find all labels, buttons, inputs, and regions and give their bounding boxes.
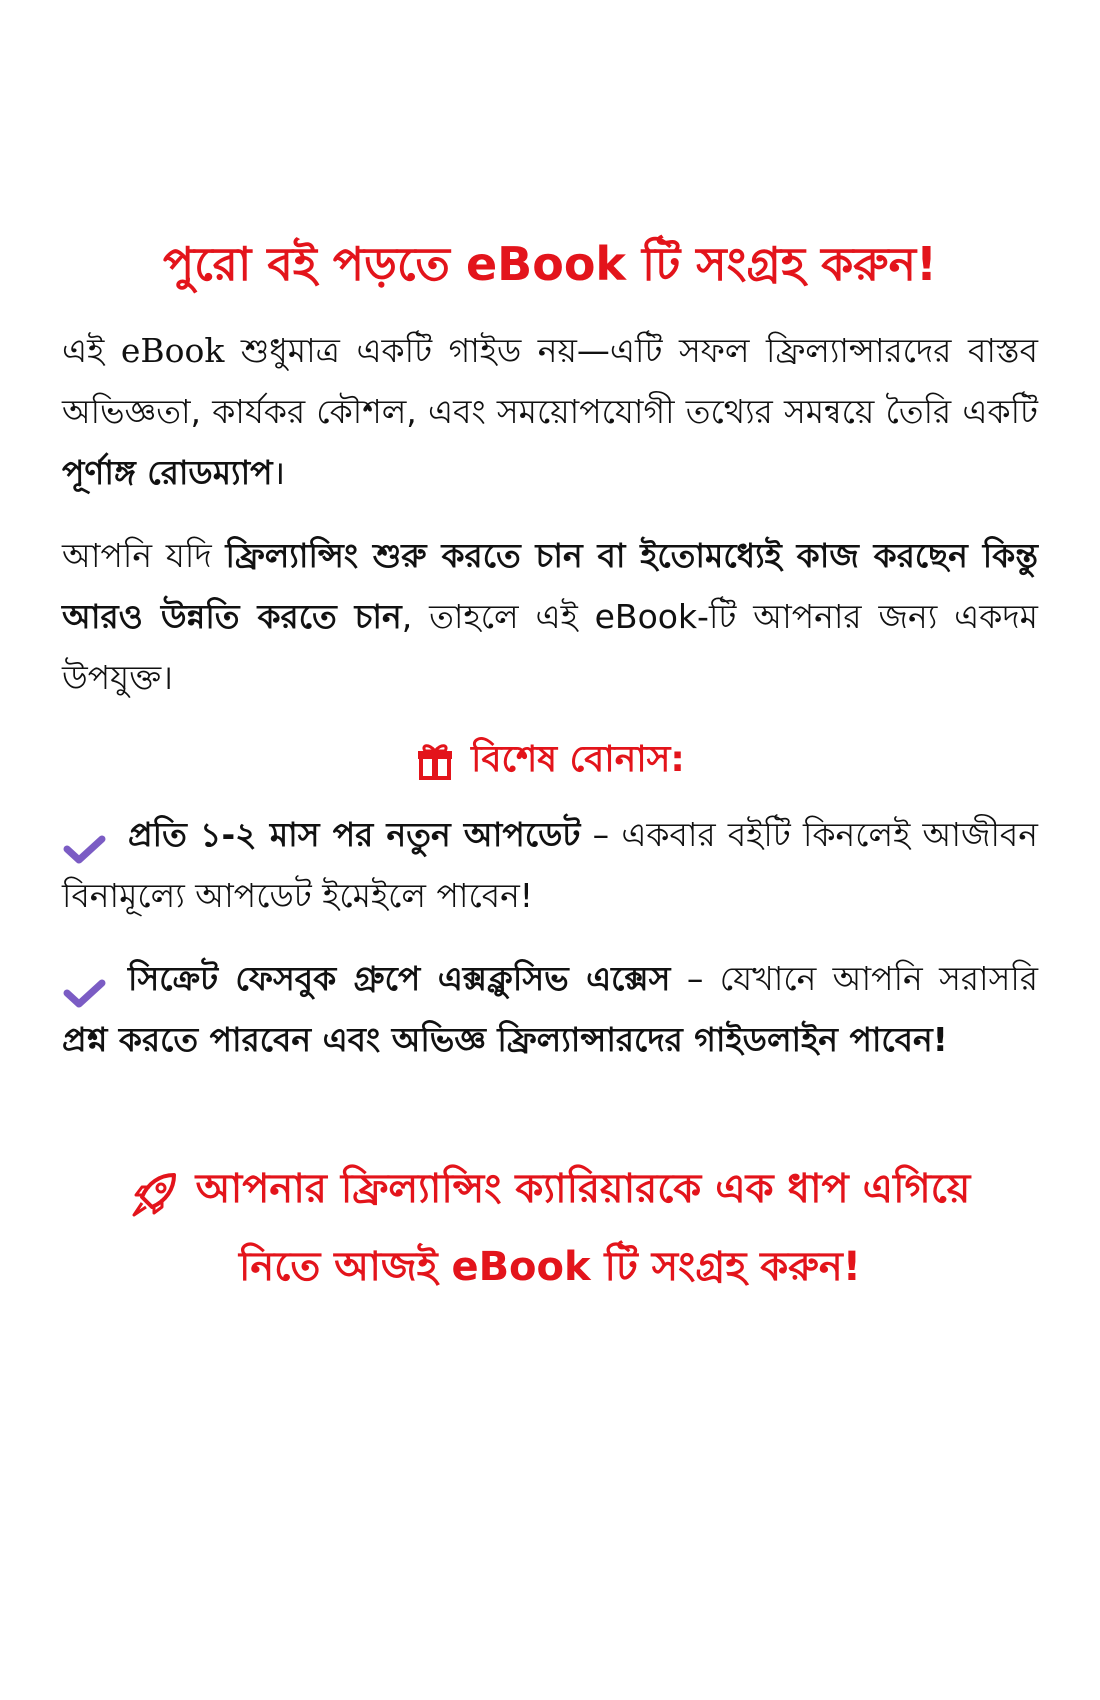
audience-paragraph — [62, 525, 1038, 708]
bonus-heading-text: বিশেষ বোনাস: — [471, 739, 685, 780]
audience-text-1: আপনি যদি — [62, 536, 226, 575]
bonus-item-bold: সিক্রেট ফেসবুক গ্রুপে এক্সক্লুসিভ এক্সেস — [128, 959, 671, 998]
page-title: পুরো বই পড়তে eBook টি সংগ্রহ করুন! — [162, 237, 938, 291]
intro-text-1: এই — [62, 331, 121, 370]
bonus-item-monthly-update — [62, 804, 1038, 926]
rocket-icon — [130, 1167, 178, 1215]
cta-line-2: নিতে আজই eBook টি সংগ্রহ করুন! — [238, 1244, 862, 1290]
intro-text-3: । — [272, 453, 286, 492]
gift-icon — [415, 740, 455, 780]
intro-bold-text: পূর্ণাঙ্গ রোডম্যাপ — [62, 453, 273, 492]
bonus-heading — [62, 730, 1038, 790]
check-icon — [62, 966, 106, 996]
intro-text-2: শুধুমাত্র একটি গাইড নয়—এটি সফল ফ্রিল্যান্সারদের বাস্তব অভিজ্ঞতা, কার্যকর কৌশল, এবং সময়োপযোগী তথ্যের সমন্বয়ে তৈরি একটি — [62, 331, 1038, 431]
cta-line-1-text: আপনার ফ্রিল্যান্সিং ক্যারিয়ারকে এক ধাপ এগিয়ে — [195, 1166, 971, 1212]
bonus-item-text: – যেখানে আপনি সরাসরি — [670, 959, 1038, 998]
audience-text-2: , তাহলে এই eBook-টি আপনার জন্য একদম উপযুক্ত। — [62, 597, 1039, 697]
bonus-item-bold-2: প্রশ্ন করতে পারবেন এবং অভিজ্ঞ ফ্রিল্যান্সারদের গাইডলাইন পাবেন! — [62, 1020, 948, 1059]
bonus-item-text: – একবার বইটি কিনলেই আজীবন বিনামূল্যে আপডেট ইমেইলে পাবেন! — [62, 815, 1038, 915]
audience-bold-text: ফ্রিল্যান্সিং শুরু করতে চান বা ইতোমধ্যেই কাজ করছেন কিন্তু আরও উন্নতি করতে চান — [62, 536, 1038, 636]
bonus-item-facebook-group — [62, 948, 1038, 1070]
bonus-item-bold: প্রতি ১-২ মাস পর নতুন আপডেট — [128, 815, 581, 854]
intro-ebook-word: eBook — [120, 331, 225, 370]
intro-paragraph — [62, 320, 1038, 503]
cta-line-1 — [62, 1150, 1038, 1228]
check-icon — [62, 822, 106, 852]
call-to-action — [62, 1150, 1038, 1306]
